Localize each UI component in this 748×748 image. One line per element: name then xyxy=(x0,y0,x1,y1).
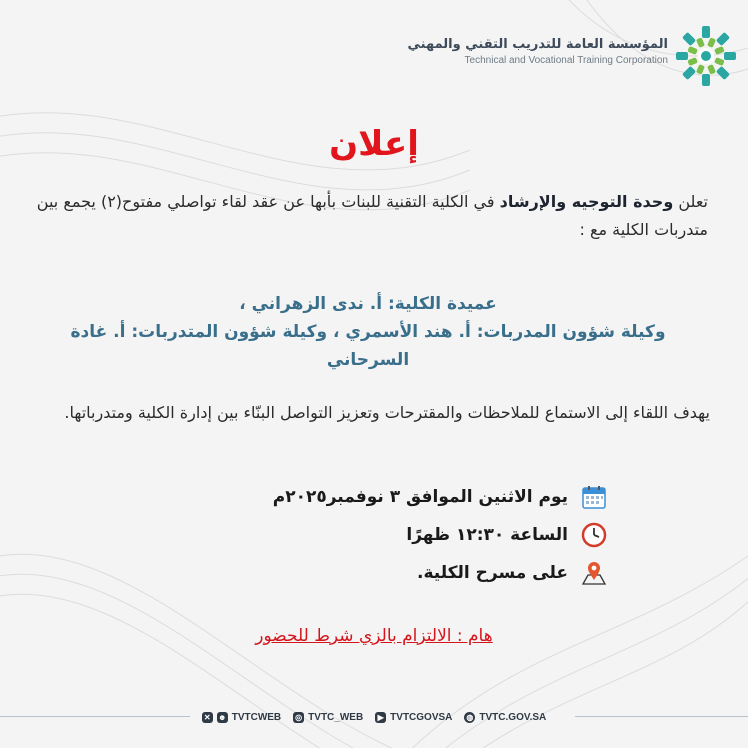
org-name xyxy=(408,36,668,68)
org-name-english: Technical and Vocational Training Corporation xyxy=(464,55,668,66)
x-icon: ✕ xyxy=(202,712,213,723)
intro-unit-name: وحدة التوجيه والإرشاد xyxy=(499,192,674,211)
date-row xyxy=(273,478,608,516)
clock-icon xyxy=(580,521,608,549)
social-footer xyxy=(0,706,748,728)
snapchat-icon: ☻ xyxy=(218,712,227,722)
intro-part1: تعلن xyxy=(673,192,708,211)
youtube-handle[interactable] xyxy=(375,712,452,723)
meeting-time: الساعة ١٢:٣٠ ظهرًا xyxy=(406,525,568,545)
place-row xyxy=(273,554,608,592)
officials-list xyxy=(28,290,708,374)
instagram-handle[interactable] xyxy=(293,712,363,723)
official-dean: عميدة الكلية: أ. ندى الزهراني ، xyxy=(239,294,497,314)
intro-paragraph xyxy=(28,188,708,244)
time-row xyxy=(273,516,608,554)
tvtc-logo-icon xyxy=(672,22,740,90)
calendar-icon xyxy=(580,483,608,511)
globe-icon: ◍ xyxy=(464,712,475,723)
intro-part2: في الكلية التقنية للبنات بأبها عن عقد لقاء تواصلي مفتوح(٢) يجمع بين متدربات الكلية مع : xyxy=(36,192,708,239)
meeting-details xyxy=(273,478,608,592)
meeting-goal: يهدف اللقاء إلى الاستماع للملاحظات والمقترحات وتعزيز التواصل البنّاء بين إدارة الكلية ومتدرباتها. xyxy=(64,403,710,422)
announcement-title: إعلان xyxy=(329,124,419,164)
location-pin-icon xyxy=(580,559,608,587)
x-snapchat-label: TVTCWEB xyxy=(231,711,282,723)
meeting-date: يوم الاثنين الموافق ٣ نوفمبر٢٠٢٥م xyxy=(272,487,568,507)
org-name-arabic: المؤسسة العامة للتدريب التقني والمهني xyxy=(407,37,668,52)
youtube-icon: ▶ xyxy=(375,712,386,723)
instagram-label: TVTC_WEB xyxy=(308,711,364,723)
meeting-place: على مسرح الكلية. xyxy=(417,563,568,583)
website-link[interactable] xyxy=(464,712,546,723)
instagram-icon: ◎ xyxy=(293,712,304,723)
youtube-label: TVTCGOVSA xyxy=(390,711,453,723)
official-vice-deans: وكيلة شؤون المدربات: أ. هند الأسمري ، وكيلة شؤون المتدربات: أ. غادة السرحاني xyxy=(70,322,666,370)
x-snapchat-handle[interactable] xyxy=(202,712,281,723)
website-label: TVTC.GOV.SA xyxy=(479,711,547,723)
dress-code-note: هام : الالتزام بالزي شرط للحضور xyxy=(255,626,493,646)
